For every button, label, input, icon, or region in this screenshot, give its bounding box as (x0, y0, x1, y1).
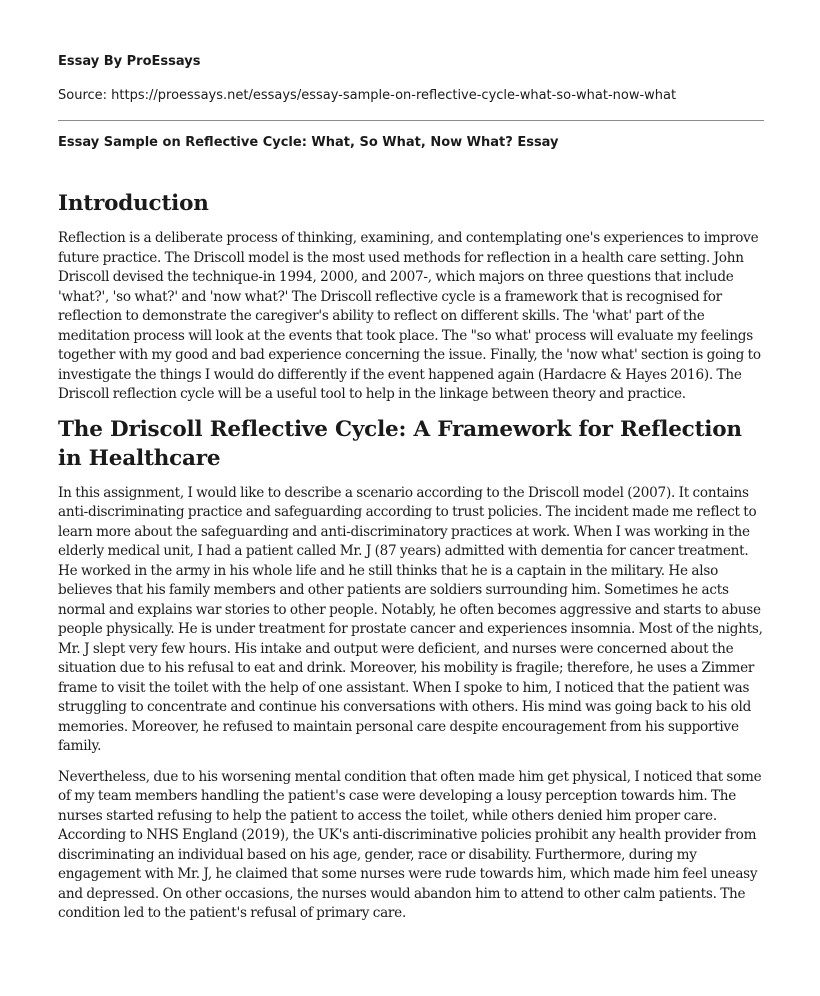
brand-name: Essay By ProEssays (58, 54, 201, 69)
section-heading-driscoll-cycle: The Driscoll Reflective Cycle: A Framework for Reflection in Healthcare (58, 416, 742, 471)
paragraph: Reflection is a deliberate process of thinking, examining, and contemplating one's experiences to improve future practice. The Driscoll model is the most used methods for reflection in a health care setting. John Driscoll devised the technique-in 1994, 2000, and 2007-, which majors on three questions that include 'what?', 'so what?' and 'now what?' The Driscoll reflective cycle is a framework that is recognised for reflection to demonstrate the caregiver's ability to reflect on different skills. The 'what' part of the meditation process will look at the events that took place. The "so what' process will evaluate my feelings together with my good and bad experience concerning the issue. Finally, the 'now what' section is going to investigate the things I would do differently if the event happened again (Hardacre & Hayes 2016). The Driscoll reflection cycle will be a useful tool to help in the linkage between theory and practice. (58, 230, 761, 402)
header-divider (58, 120, 764, 121)
source-line: Source: https://proessays.net/essays/essay-sample-on-reflective-cycle-what-so-what-now-what (58, 88, 677, 103)
paragraph: In this assignment, I would like to describe a scenario according to the Driscoll model (2007). It contains anti-discriminating practice and safeguarding according to trust policies. The incident made me reflect to learn more about the safeguarding and anti-discriminatory practices at work. When I was working in the elderly medical unit, I had a patient called Mr. J (87 years) admitted with dementia for cancer treatment. He worked in the army in his whole life and he still thinks that he is a captain in the military. He also believes that his family members and other patients are soldiers surrounding him. Sometimes he acts normal and explains war stories to other people. Notably, he often becomes aggressive and starts to abuse people physically. He is under treatment for prostate cancer and experiences insomnia. Most of the nights, Mr. J slept very few hours. His intake and output were deficient, and nurses were concerned about the situation due to his refusal to eat and drink. Moreover, his mobility is fragile; therefore, he uses a Zimmer frame to visit the toilet with the help of one assistant. When I spoke to him, I noticed that the patient was struggling to concentrate and continue his conversations with others. His mind was going back to his old memories. Moreover, he refused to maintain personal care despite encouragement from his supportive family. (58, 484, 763, 754)
paragraph: Nevertheless, due to his worsening mental condition that often made him get physical, I noticed that some of my team members handling the patient's case were developing a lousy perception towards him. The nurses started refusing to help the patient to access the toilet, while others denied him proper care. According to NHS England (2019), the UK's anti-discriminative policies prohibit any health provider from discriminating an individual based on his age, gender, race or disability. Furthermore, during my engagement with Mr. J, he claimed that some nurses were rude towards him, which made him feel uneasy and depressed. On other occasions, the nurses would abandon him to attend to other calm patients. The condition led to the patient's refusal of primary care. (58, 768, 762, 921)
document-page (58, 52, 764, 924)
document-title: Essay Sample on Reflective Cycle: What, So What, Now What? Essay (58, 135, 559, 150)
section-heading-introduction: Introduction (58, 191, 209, 216)
